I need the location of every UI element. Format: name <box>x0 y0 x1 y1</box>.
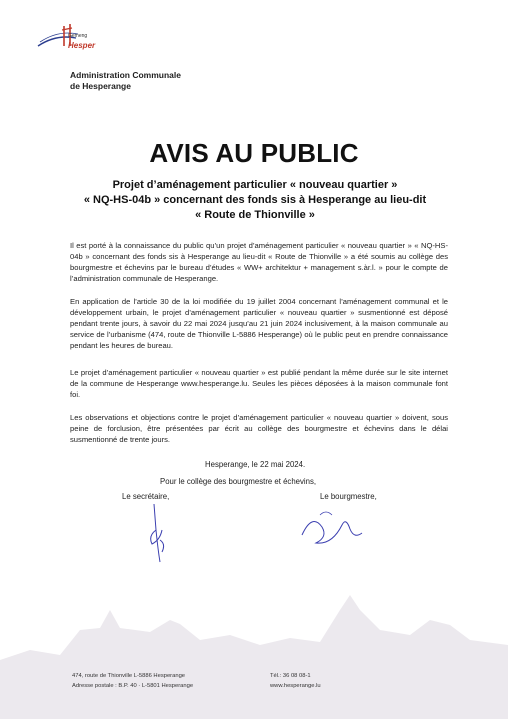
paragraph-deposit: En application de l’article 30 de la loi modifiée du 19 juillet 2004 concernant l’aménagement communal et le développement urbain, le projet d’aménagement particulier « nouveau quartier » susmentionné est déposé pendant trente jours, à savoir du 22 mai 2024 jusqu’au 21 juin 2024 inclusivement, à la maison communale au service de l’urbanisme (474, route de Thionville L-5886 Hesperange) où le public peut en prendre connaissance pendant les heures de bureau. <box>70 297 448 350</box>
paragraph-announcement: Il est porté à la connaissance du public qu’un projet d’aménagement particulier « nouveau quartier » « NQ-HS-04b » concernant des fonds sis à Hesperange au lieu-dit « Route de Thionville » a été soumis au collège des bourgmestre et échevins par le bureau d’études « WW+ architektur + management s.àr.l. » pour le compte de l’administration communale de Hesperange. <box>70 241 448 283</box>
subtitle-line-3: « Route de Thionville » <box>195 209 315 221</box>
logo-brand: Hesper <box>68 41 96 50</box>
footer-website[interactable]: www.hesperange.lu <box>270 683 321 689</box>
paragraph-objections: Les observations et objections contre le projet d’aménagement particulier « nouveau quartier » doivent, sous peine de forclusion, être présentées par écrit au collège des bourgmestre et échevins dans le délai susmentionné de trente jours. <box>70 413 448 444</box>
footer-phone: Tél.: 36 08 08-1 <box>270 673 311 679</box>
admin-line-2: de Hesperange <box>70 81 131 91</box>
college-line: Pour le collège des bourgmestre et échevins, <box>160 477 317 486</box>
footer-address <box>72 671 193 691</box>
secretary-label: Le secrétaire, <box>122 492 170 501</box>
footer-address-line-2: Adresse postale : B.P. 40 · L-5801 Hesperange <box>72 683 194 689</box>
paragraph-publication: Le projet d’aménagement particulier « nouveau quartier » est publié pendant la même durée sur le site internet de la commune de Hesperange www.hesperange.lu. Seules les pièces déposées à la maison communale font foi. <box>70 368 448 399</box>
mayor-label: Le bourgmestre, <box>320 492 377 501</box>
notice-subtitle <box>60 178 450 223</box>
logo-small-text: Gemeng <box>68 33 88 39</box>
administration-header <box>70 70 181 92</box>
mayor-signature <box>292 505 372 555</box>
footer-address-line-1: 474, route de Thionville L-5886 Hesperange <box>72 673 186 679</box>
notice-title: AVIS AU PUBLIC <box>149 138 359 168</box>
footer-contact <box>270 671 321 691</box>
town-skyline-illustration <box>0 590 508 719</box>
secretary-signature <box>140 500 180 570</box>
place-date: Hesperange, le 22 mai 2024. <box>205 460 306 469</box>
subtitle-line-2: « NQ-HS-04b » concernant des fonds sis à Hesperange au lieu-dit <box>83 194 427 206</box>
admin-line-1: Administration Communale <box>70 70 181 80</box>
subtitle-line-1: Projet d’aménagement particulier « nouveau quartier » <box>112 179 398 191</box>
